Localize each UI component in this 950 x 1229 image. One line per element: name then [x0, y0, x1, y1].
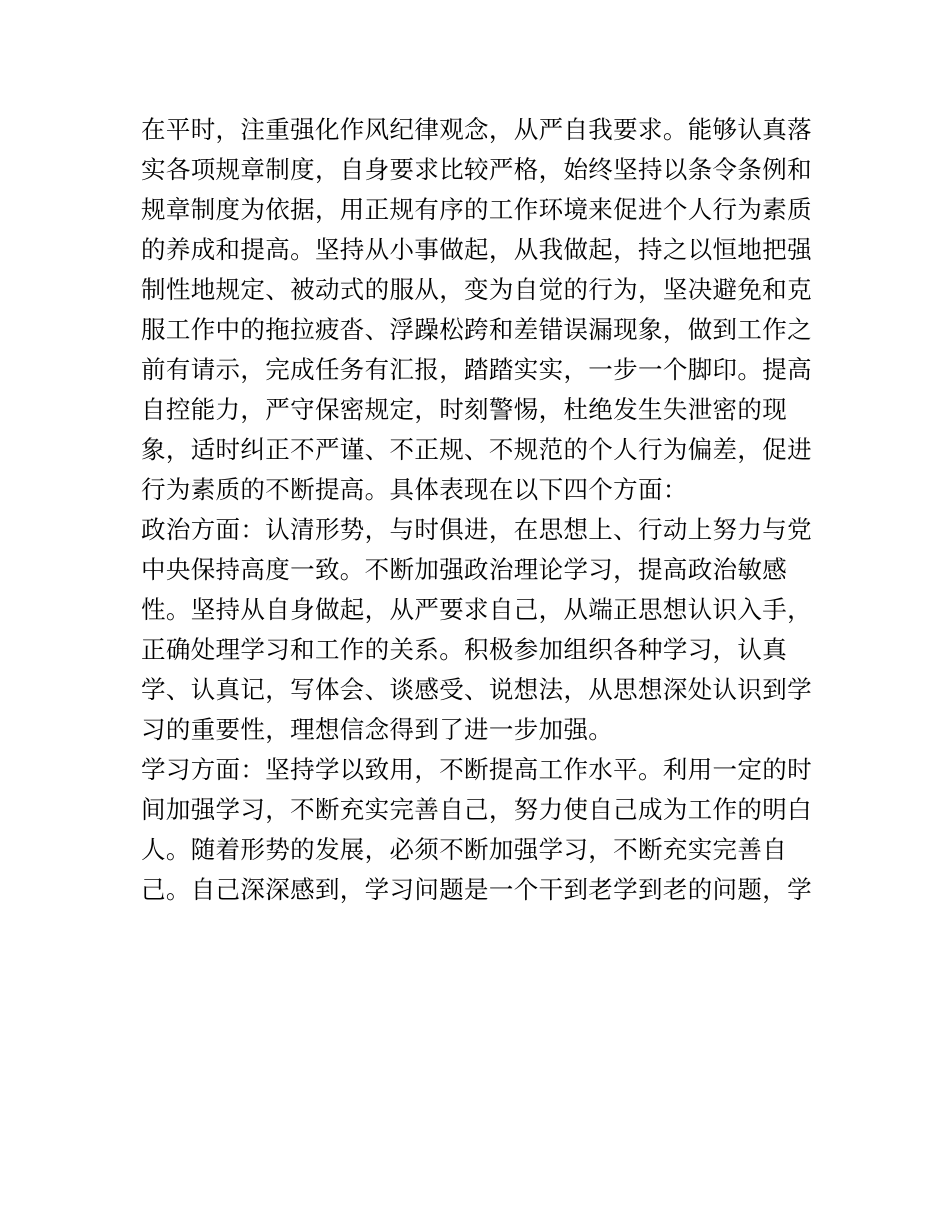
text-line: 正确处理学习和工作的关系。积极参加组织各种学习，认真 — [141, 635, 788, 664]
text-line: 性。坚持从自身做起，从严要求自己，从端正思想认识入手， — [141, 595, 812, 624]
text-line: 中央保持高度一致。不断加强政治理论学习，提高政治敏感 — [141, 555, 788, 584]
text-line: 象，适时纠正不严谨、不正规、不规范的个人行为偏差，促进 — [141, 435, 812, 464]
text-line: 行为素质的不断提高。具体表现在以下四个方面： — [141, 475, 688, 504]
text-line: 规章制度为依据，用正规有序的工作环境来促进个人行为素质 — [141, 195, 812, 224]
text-line: 的养成和提高。坚持从小事做起，从我做起，持之以恒地把强 — [141, 235, 812, 264]
text-line: 学、认真记，写体会、谈感受、说想法，从思想深处认识到学 — [141, 675, 812, 704]
text-line: 在平时，注重强化作风纪律观念，从严自我要求。能够认真落 — [141, 115, 812, 144]
text-line: 己。自己深深感到，学习问题是一个干到老学到老的问题，学 — [141, 875, 812, 904]
body-text — [141, 110, 821, 910]
text-line: 服工作中的拖拉疲沓、浮躁松跨和差错误漏现象，做到工作之 — [141, 315, 812, 344]
text-line: 制性地规定、被动式的服从，变为自觉的行为，坚决避免和克 — [141, 275, 812, 304]
text-line: 前有请示，完成任务有汇报，踏踏实实，一步一个脚印。提高 — [141, 355, 812, 384]
text-line: 人。随着形势的发展，必须不断加强学习，不断充实完善自 — [141, 835, 788, 864]
text-line: 习的重要性，理想信念得到了进一步加强。 — [141, 715, 614, 744]
text-line: 自控能力，严守保密规定，时刻警惕，杜绝发生失泄密的现 — [141, 395, 788, 424]
text-line: 实各项规章制度，自身要求比较严格，始终坚持以条令条例和 — [141, 155, 812, 184]
text-line: 政治方面：认清形势，与时俱进，在思想上、行动上努力与党 — [141, 515, 812, 544]
text-line: 间加强学习，不断充实完善自己，努力使自己成为工作的明白 — [141, 795, 812, 824]
text-line: 学习方面：坚持学以致用，不断提高工作水平。利用一定的时 — [141, 755, 812, 784]
